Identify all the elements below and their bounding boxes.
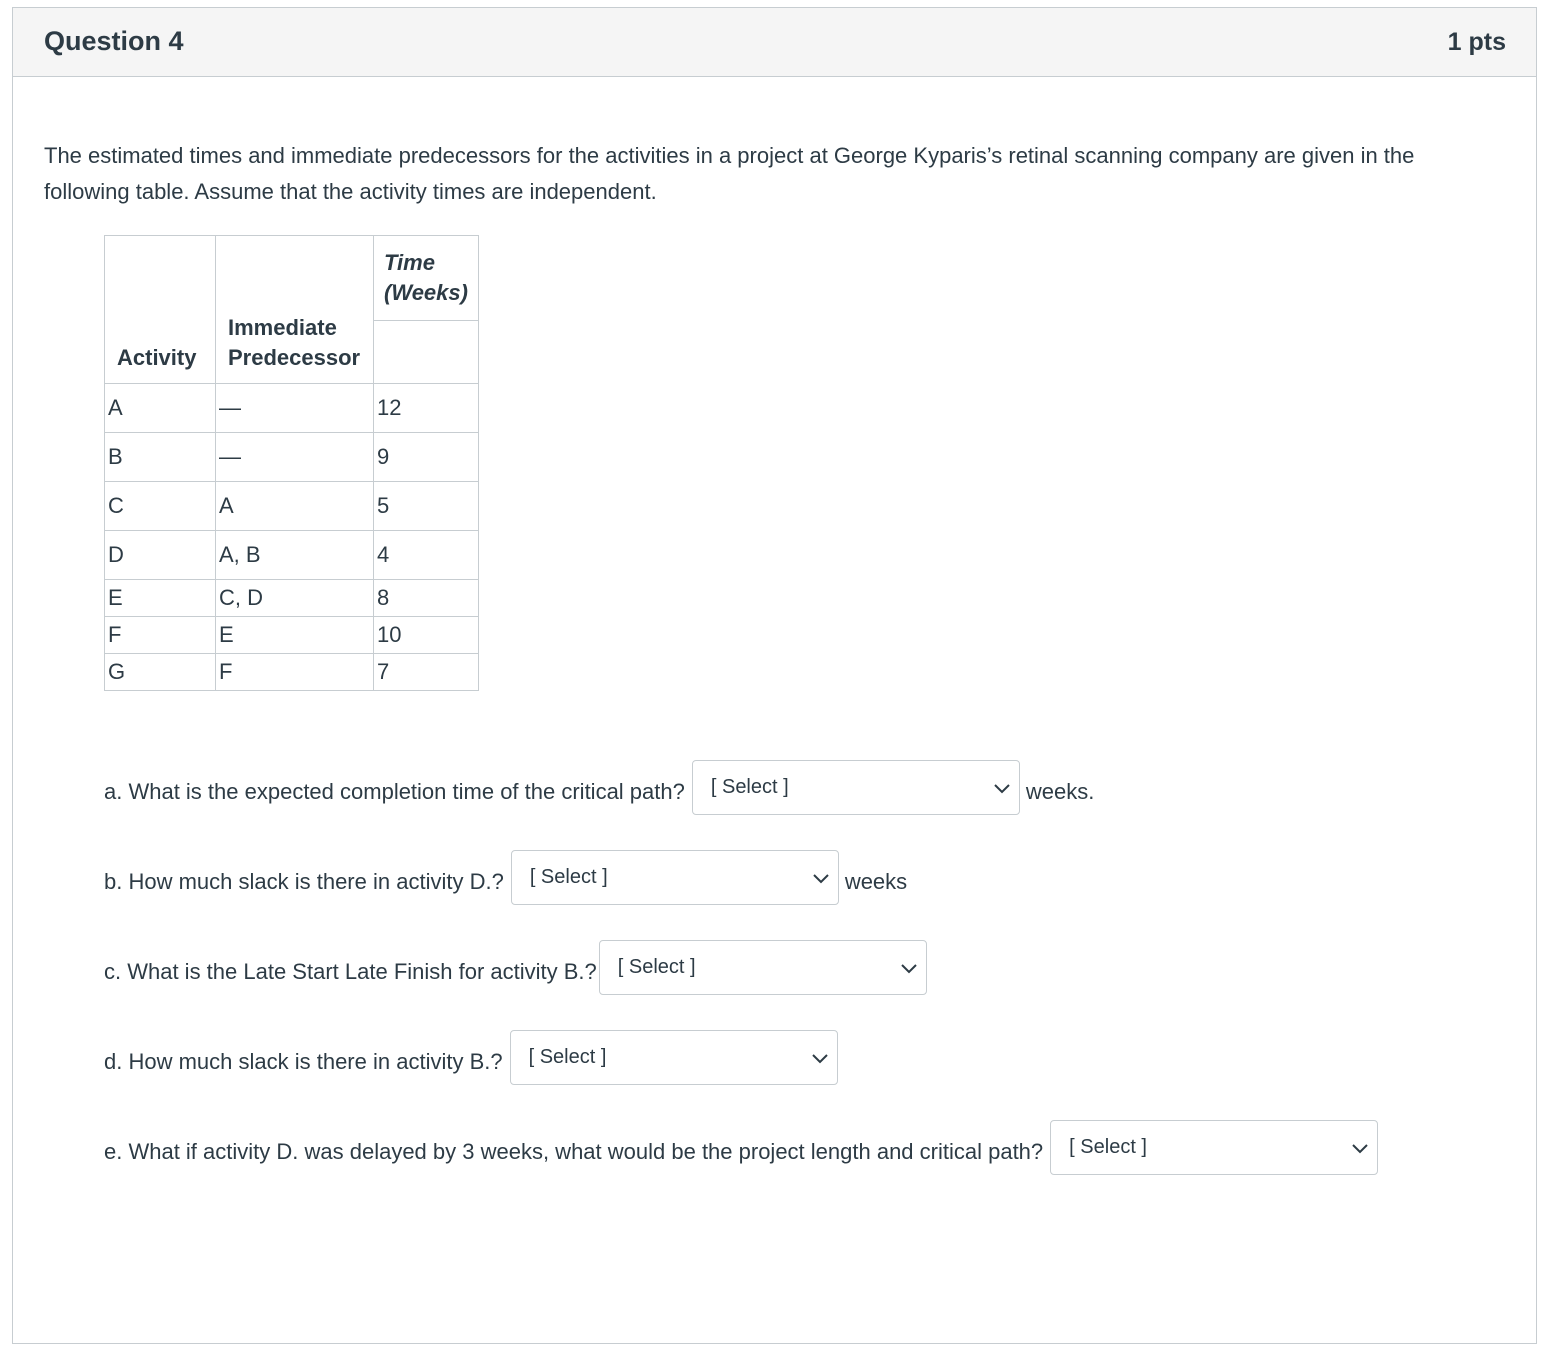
header-time-empty xyxy=(374,321,479,384)
cell-time: 8 xyxy=(374,580,479,617)
select-dropdown-e[interactable] xyxy=(1050,1120,1378,1175)
cell-activity: D xyxy=(105,531,216,580)
question-points: 1 pts xyxy=(1447,28,1506,56)
select-dropdown-b[interactable] xyxy=(511,850,839,905)
chevron-down-icon xyxy=(811,1049,829,1067)
chevron-down-icon xyxy=(993,779,1011,797)
question-a-prompt: a. What is the expected completion time of the critical path? xyxy=(104,778,685,804)
cell-time: 9 xyxy=(374,433,479,482)
select-value: [ Select ] xyxy=(710,776,789,798)
select-dropdown-a[interactable] xyxy=(692,760,1020,815)
header-predecessor: Immediate Predecessor xyxy=(216,236,374,384)
cell-time: 7 xyxy=(374,654,479,691)
cell-activity: C xyxy=(105,482,216,531)
select-value: [ Select ] xyxy=(529,866,608,888)
table-row xyxy=(105,482,479,531)
cell-predecessor: C, D xyxy=(216,580,374,617)
cell-predecessor: F xyxy=(216,654,374,691)
cell-activity: E xyxy=(105,580,216,617)
cell-time: 5 xyxy=(374,482,479,531)
cell-predecessor: E xyxy=(216,617,374,654)
question-d-prompt: d. How much slack is there in activity B.? xyxy=(104,1048,503,1074)
select-dropdown-d[interactable] xyxy=(510,1030,838,1085)
select-dropdown-c[interactable] xyxy=(599,940,927,995)
question-c xyxy=(104,944,927,999)
cell-time: 10 xyxy=(374,617,479,654)
cell-time: 4 xyxy=(374,531,479,580)
header-activity: Activity xyxy=(105,236,216,384)
cell-predecessor: — xyxy=(216,433,374,482)
question-a xyxy=(104,764,1094,819)
cell-activity: B xyxy=(105,433,216,482)
question-e-prompt: e. What if activity D. was delayed by 3 weeks, what would be the project length and critical path? xyxy=(104,1138,1044,1164)
question-b-prompt: b. How much slack is there in activity D.? xyxy=(104,868,504,894)
header-time: Time (Weeks) xyxy=(374,236,479,321)
table-row xyxy=(105,433,479,482)
question-c-prompt: c. What is the Late Start Late Finish for activity B.? xyxy=(104,958,597,984)
select-value: [ Select ] xyxy=(528,1046,607,1068)
unit-label: weeks xyxy=(844,868,908,894)
cell-time: 12 xyxy=(374,384,479,433)
question-intro: The estimated times and immediate predecessors for the activities in a project at George Kyparis’s retinal scanning company are given in the following table. Assume that the activity times are independent. xyxy=(44,143,1415,204)
table-row xyxy=(105,384,479,433)
cell-activity: F xyxy=(105,617,216,654)
cell-activity: A xyxy=(105,384,216,433)
question-header xyxy=(13,8,1536,77)
activity-table xyxy=(104,235,479,691)
cell-predecessor: — xyxy=(216,384,374,433)
select-value: [ Select ] xyxy=(617,956,696,978)
question-e xyxy=(104,1124,1378,1179)
cell-predecessor: A, B xyxy=(216,531,374,580)
table-row xyxy=(105,580,479,617)
cell-activity: G xyxy=(105,654,216,691)
select-value: [ Select ] xyxy=(1069,1136,1147,1158)
question-title: Question 4 xyxy=(44,26,184,56)
question-d xyxy=(104,1034,838,1089)
chevron-down-icon xyxy=(900,959,918,977)
chevron-down-icon xyxy=(812,869,830,887)
question-card xyxy=(12,7,1537,1344)
unit-label: weeks. xyxy=(1025,778,1095,804)
table-row xyxy=(105,531,479,580)
table-row xyxy=(105,654,479,691)
question-b xyxy=(104,854,907,909)
chevron-down-icon xyxy=(1351,1139,1369,1157)
table-row xyxy=(105,617,479,654)
cell-predecessor: A xyxy=(216,482,374,531)
